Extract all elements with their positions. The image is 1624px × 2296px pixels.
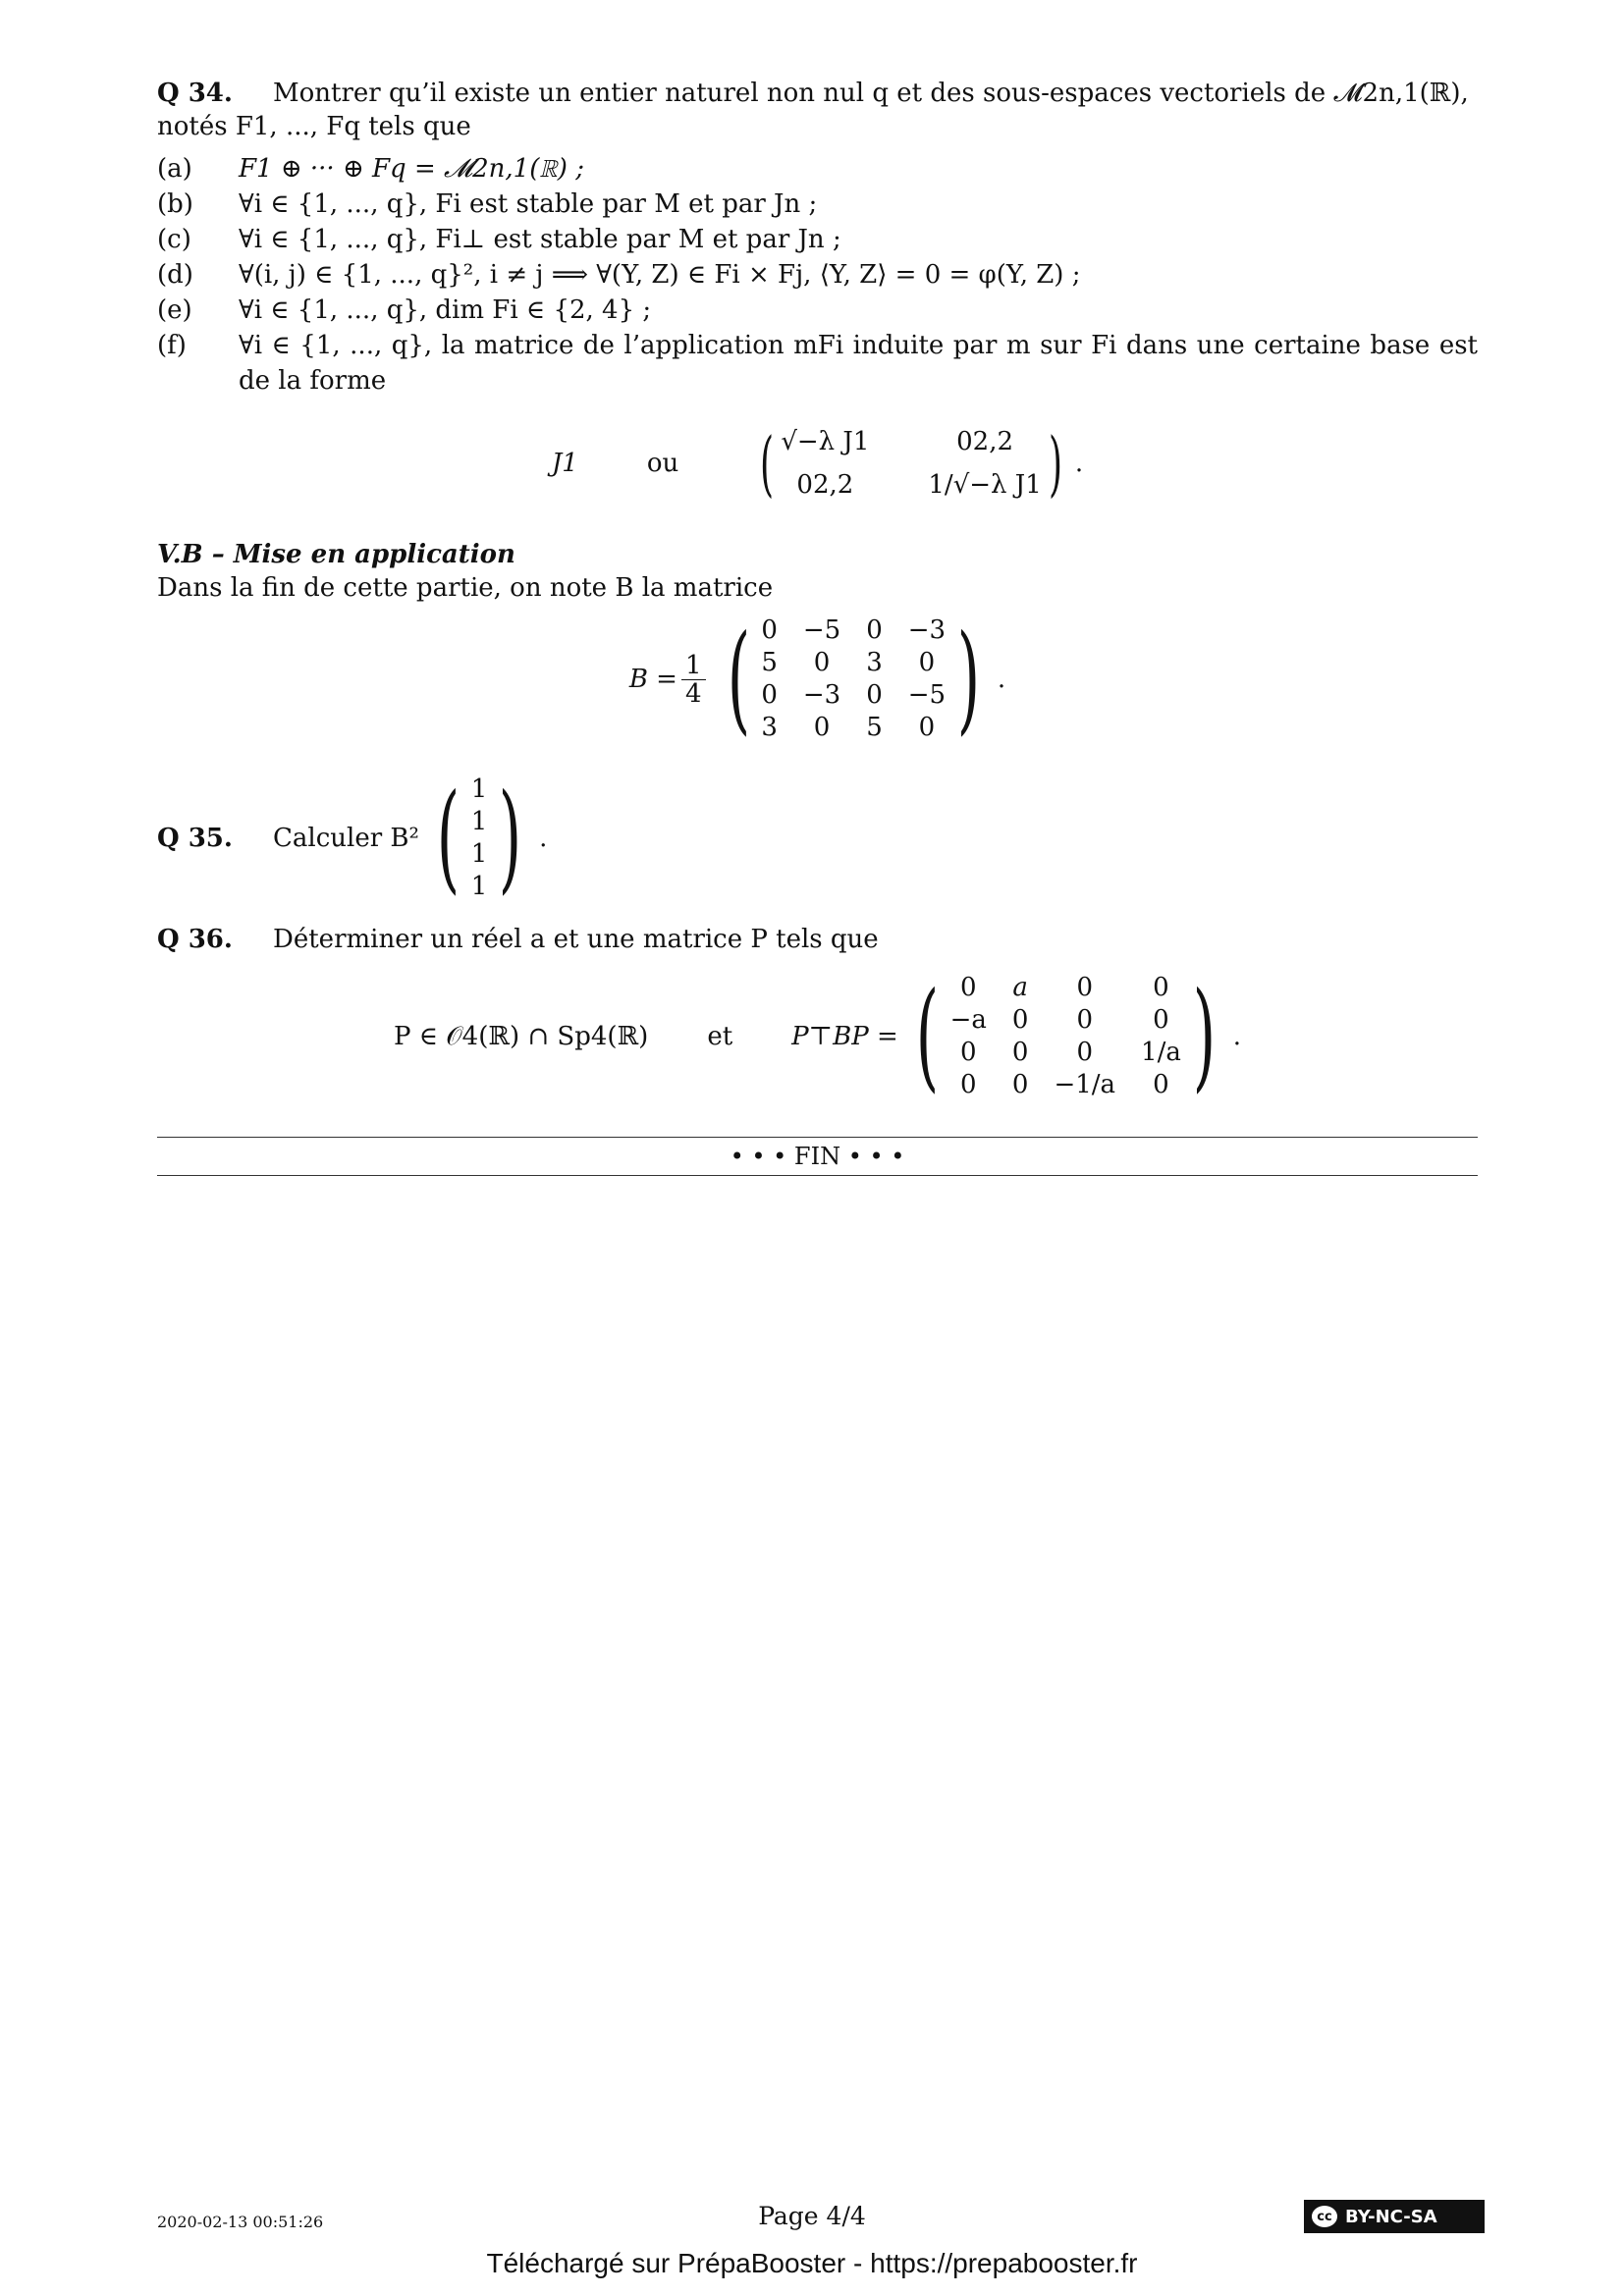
matrix-cell: 0 [1076,1005,1094,1035]
matrix-b: ( 0 −5 0 −3 5 0 3 0 0 −3 0 −5 3 0 5 0 ) [727,611,981,747]
vector-cell: 1 [470,872,488,901]
download-source: Téléchargé sur PrépaBooster - https://prepabooster.fr [486,2248,1138,2278]
matrix-cell: 0 [959,973,977,1002]
matrix-cell: 0 [1011,1070,1029,1099]
matrix-b-lhs: B = [628,665,677,694]
footer-date: 2020-02-13 00:51:26 [157,2213,324,2231]
creative-commons-icon: cc [1312,2206,1337,2227]
matrix-cell: −5 [802,615,841,645]
matrix-cell: 3 [761,713,778,742]
et-word: et [707,1022,733,1051]
condition-item: (f) ∀i ∈ {1, ..., q}, la matrice de l’application mFi induite par m sur Fi dans une certaine base est de la forme [157,331,1478,396]
question-number: Q 35. [157,824,233,853]
matrix-cell: 0 [918,713,936,742]
matrix-cell: 0 [1153,1005,1169,1035]
matrix-cell: 0 [866,680,883,710]
question-number: Q 36. [157,925,233,954]
condition-item: (e) ∀i ∈ {1, ..., q}, dim Fi ∈ {2, 4} ; [157,295,652,325]
condition-item: (a) F1 ⊕ ··· ⊕ Fq = 𝓜2n,1(ℝ) ; [157,154,584,184]
matrix-cell: 0 [1011,1038,1029,1067]
question-36 [157,923,1478,956]
question-35-text: Calculer B² [273,824,419,853]
section-title: V.B – Mise en application [157,540,515,569]
ones-vector: ( 1 1 1 1 ) [436,770,522,906]
cc-license-badge [1304,2200,1485,2233]
matrix-cell: 5 [761,648,778,677]
page-number: Page 4/4 [758,2202,866,2230]
fraction: $\frac{1}{4}$ [681,652,706,708]
j1-symbol: J1 [551,449,578,478]
matrix-cell: 1/a [1141,1038,1181,1067]
block-matrix: ( √−λ J1 02,2 02,2 1/√−λ J1 ) [760,422,1062,505]
matrix-cell: 0 [813,648,831,677]
matrix-cell: 0 [813,713,831,742]
p-condition: P ∈ 𝒪4(ℝ) ∩ Sp4(ℝ) [394,1021,649,1051]
matrix-cell: −a [949,1005,987,1035]
divider [157,1175,1478,1176]
matrix-cell: 02,2 [956,427,1014,456]
matrix-cell: 0 [918,648,936,677]
condition-item: (d) ∀(i, j) ∈ {1, ..., q}², i ≠ j ⟹ ∀(Y, Z) ∈ Fi × Fj, ⟨Y, Z⟩ = 0 = φ(Y, Z) ; [157,260,1081,290]
vector-cell: 1 [470,807,488,836]
condition-item: (b) ∀i ∈ {1, ..., q}, Fi est stable par M et par Jn ; [157,189,818,219]
question-36-text: Déterminer un réel a et une matrice P tels que [273,925,879,954]
exam-page [157,77,1478,1176]
question-35: Q 35. Calculer B² ( 1 1 1 1 ) . [157,770,548,906]
matrix-cell: 0 [1153,1070,1169,1099]
block-matrix-display: J1 ou ( √−λ J1 02,2 02,2 1/√−λ J1 ) . [551,422,1084,505]
license-text: BY-NC-SA [1345,2206,1437,2227]
matrix-cell: 0 [1076,1038,1094,1067]
question-34 [157,77,1478,143]
matrix-cell: √−λ J1 [781,427,870,456]
matrix-cell: 3 [866,648,883,677]
fin-marker: • • • FIN • • • [730,1143,905,1170]
matrix-b-display: B = $\frac{1}{4}$ ( 0 −5 0 −3 5 0 3 0 0 −3 0 −5 3 0 5 0 ) . [628,611,1006,747]
matrix-cell: 0 [761,615,778,645]
matrix-cell: −5 [907,680,947,710]
matrix-cell: 0 [761,680,778,710]
matrix-cell: −3 [907,615,947,645]
matrix-cell: 0 [866,615,883,645]
matrix-ptbp: ( 0 a 0 0 −a 0 0 0 0 0 0 1/a 0 0 −1/a 0 ) [915,968,1216,1104]
matrix-cell: −1/a [1054,1070,1116,1099]
ptbp-lhs: P⊤BP = [791,1022,898,1051]
section-intro: Dans la fin de cette partie, on note B la matrice [157,573,774,603]
matrix-cell: 0 [1153,973,1169,1002]
vector-cell: 1 [470,839,488,869]
matrix-cell: 5 [866,713,883,742]
question-34-intro: Montrer qu’il existe un entier naturel non nul q et des sous-espaces vectoriels de 𝓜2n,1(ℝ), notés F1, ..., Fq tels que [157,79,1469,141]
question-number: Q 34. [157,79,233,108]
matrix-p-display: P ∈ 𝒪4(ℝ) ∩ Sp4(ℝ) et P⊤BP = ( 0 a 0 0 −a 0 0 0 0 0 0 1/a 0 0 −1/a 0 ) . [394,968,1241,1104]
matrix-cell: 0 [959,1038,977,1067]
condition-item: (c) ∀i ∈ {1, ..., q}, Fi⊥ est stable par M et par Jn ; [157,225,841,254]
matrix-cell: a [1012,973,1028,1002]
matrix-cell: 0 [959,1070,977,1099]
matrix-cell: −3 [802,680,841,710]
matrix-cell: 0 [1076,973,1094,1002]
matrix-cell: 1/√−λ J1 [928,470,1042,500]
matrix-cell: 0 [1011,1005,1029,1035]
ou-word: ou [646,449,679,478]
matrix-cell: 02,2 [796,470,854,500]
vector-cell: 1 [470,774,488,804]
condition-list [157,151,1478,399]
